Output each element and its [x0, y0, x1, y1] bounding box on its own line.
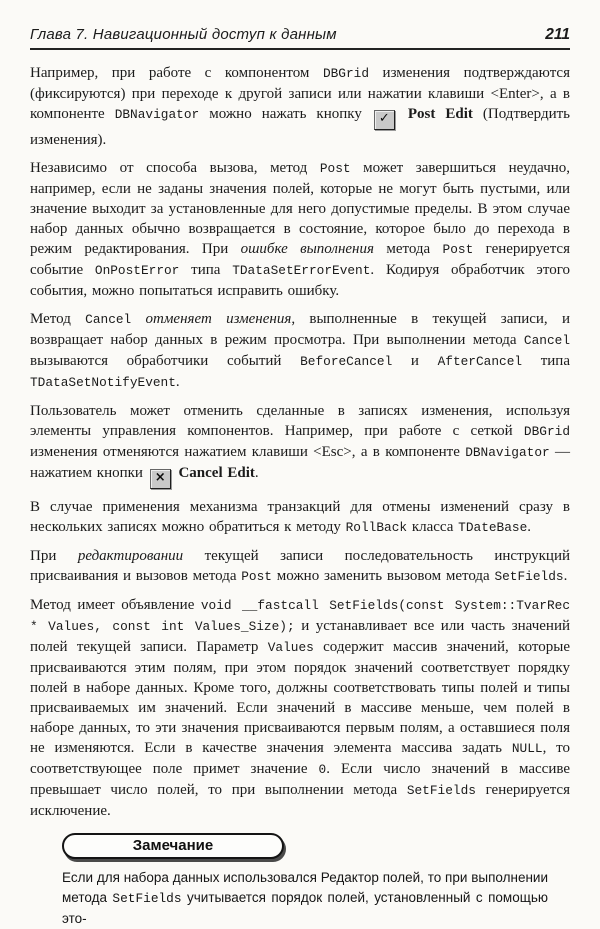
text-run: можно нажать кнопку — [199, 106, 372, 122]
text-run: , то соответствующее поле примет значение — [30, 740, 570, 777]
note-section — [30, 833, 570, 929]
text-run: изменения отменяются нажатием клавиши <Esc>, а в компоненте — [30, 444, 466, 460]
text-run: 0 — [318, 762, 327, 777]
text-run: можно заменить вызовом метода — [271, 568, 495, 584]
paragraph-rollback — [30, 497, 570, 538]
text-run: Метод — [30, 311, 86, 327]
text-run: Post Edit — [407, 106, 473, 122]
text-run: . — [563, 568, 568, 584]
paragraph-cancel-edit — [30, 401, 570, 489]
text-run: , выполненные в текущей записи, и возвращает набор данных в режим просмотра. При выполнении метода — [30, 311, 571, 348]
note-text — [62, 868, 548, 929]
paragraph-post-errors — [30, 158, 570, 301]
text-run: генерируется событие — [30, 241, 570, 278]
text-run: Post — [442, 242, 474, 257]
text-run: . — [254, 465, 259, 481]
text-run: ошибке выполнения — [240, 241, 374, 257]
text-run: В случае применения механизма транзакций для отмены изменений сразу в нескольких записях можно обратиться к методу — [30, 499, 570, 535]
text-run: и устанавливает все или часть значений полей текущей записи. Параметр — [30, 618, 570, 655]
text-run: вызываются обработчики событий — [30, 353, 301, 369]
note-label-box — [62, 833, 284, 859]
text-run: NULL — [511, 741, 543, 756]
text-run: DBGrid — [322, 66, 370, 81]
paragraph-setfields-intro — [30, 546, 570, 587]
text-run: DBNavigator — [114, 107, 200, 122]
text-run: Если для набора данных использовался Редактор полей, то при выполнении метода — [62, 870, 548, 905]
text-run: TDateBase — [458, 520, 528, 535]
text-run: Независимо от способа вызова, метод — [30, 160, 320, 176]
text-run: Values — [267, 640, 314, 655]
text-run — [398, 106, 408, 122]
text-run: Post — [319, 161, 351, 176]
text-run: учитывается порядок полей, установленный с помощью это- — [62, 890, 548, 926]
text-run: void __fastcall SetFields(const System::TvarRec * Values, const int Values_Size); — [30, 598, 570, 634]
text-run: Пользователь может отменить сделанные в записях изменения, используя элементы управления компонентов. Например, при работе с сеткой — [30, 403, 570, 439]
chapter-title: Глава 7. Навигационный доступ к данным — [30, 26, 337, 43]
page-header — [30, 26, 570, 50]
text-run: класса — [407, 519, 459, 535]
text-run: SetFields — [112, 891, 182, 906]
page-body — [30, 63, 570, 821]
text-run: содержит массив значений, которые присваиваются этим полям, при этом порядок значений соответствует порядку полей в наборе данных. Кроме того, должны соответствовать типы полей и типы присваиваемых им значений. Если значений в массиве меньше, чем полей в наборе данных, то эти значения присваиваются первым полям, а оставшиеся поля не изменяются. Если в качестве значения элемента массива задать — [30, 639, 571, 756]
text-run: . Кодируя обработчик этого события, можно попытаться исправить ошибку. — [30, 262, 571, 299]
text-run: текущей записи последовательность инструкций присваивания и вызовов метода — [30, 548, 570, 584]
page-number: 211 — [545, 26, 570, 43]
text-run: метода — [373, 241, 443, 257]
text-run: OnPostError — [94, 263, 180, 278]
text-run: . Если число значений в массиве превышает число полей, то при выполнении метода — [30, 761, 570, 798]
paragraph-post-edit — [30, 63, 570, 150]
text-run: типа — [522, 353, 570, 369]
text-run: TDataSetErrorEvent — [232, 263, 371, 278]
text-run: . — [527, 519, 532, 535]
text-run: DBNavigator — [465, 445, 550, 460]
text-run: Cancel — [523, 333, 570, 348]
text-run — [131, 311, 145, 327]
text-run: RollBack — [345, 520, 408, 535]
text-run: TDataSetNotifyEvent — [30, 375, 176, 390]
text-run: изменения подтверждаются (фиксируются) при переходе к другой записи или нажатии клавиши <Enter>, а в компоненте — [30, 65, 570, 122]
text-run: Cancel Edit — [178, 465, 255, 481]
note-label: Замечание — [132, 837, 214, 854]
text-run: BeforeCancel — [300, 354, 393, 369]
text-run: При — [30, 548, 78, 564]
paragraph-setfields-declaration — [30, 595, 570, 821]
paragraph-cancel-method — [30, 309, 570, 393]
text-run: (Подтвердить изменения). — [30, 106, 571, 148]
text-run: Метод имеет объявление — [30, 597, 201, 613]
text-run: — нажатием кнопки — [30, 444, 570, 481]
cancel-edit-button-icon: × — [150, 469, 171, 489]
text-run: и — [392, 353, 438, 369]
post-edit-button-icon: ✓ — [374, 110, 395, 130]
text-run: может завершиться неудачно, например, если не заданы значения полей, которые не могут быть пустыми, или значение выходит за установленные для него допустимые пределы. В этом случае набор данных обычно возвращается в состояние, которое было до перехода в режим редактирования. При — [30, 160, 571, 257]
text-run: Post — [241, 569, 272, 584]
text-run: генерируется исключение. — [30, 782, 570, 819]
text-run: SetFields — [494, 569, 564, 584]
text-run: типа — [179, 262, 233, 278]
text-run: AfterCancel — [437, 354, 523, 369]
text-run: редактировании — [77, 548, 184, 564]
text-run: отменяет изменения — [145, 311, 292, 327]
text-run: Например, при работе с компонентом — [30, 65, 323, 81]
text-run: DBGrid — [523, 424, 570, 439]
text-run: Cancel — [85, 312, 132, 327]
text-run: SetFields — [406, 783, 476, 798]
text-run: . — [175, 374, 180, 390]
